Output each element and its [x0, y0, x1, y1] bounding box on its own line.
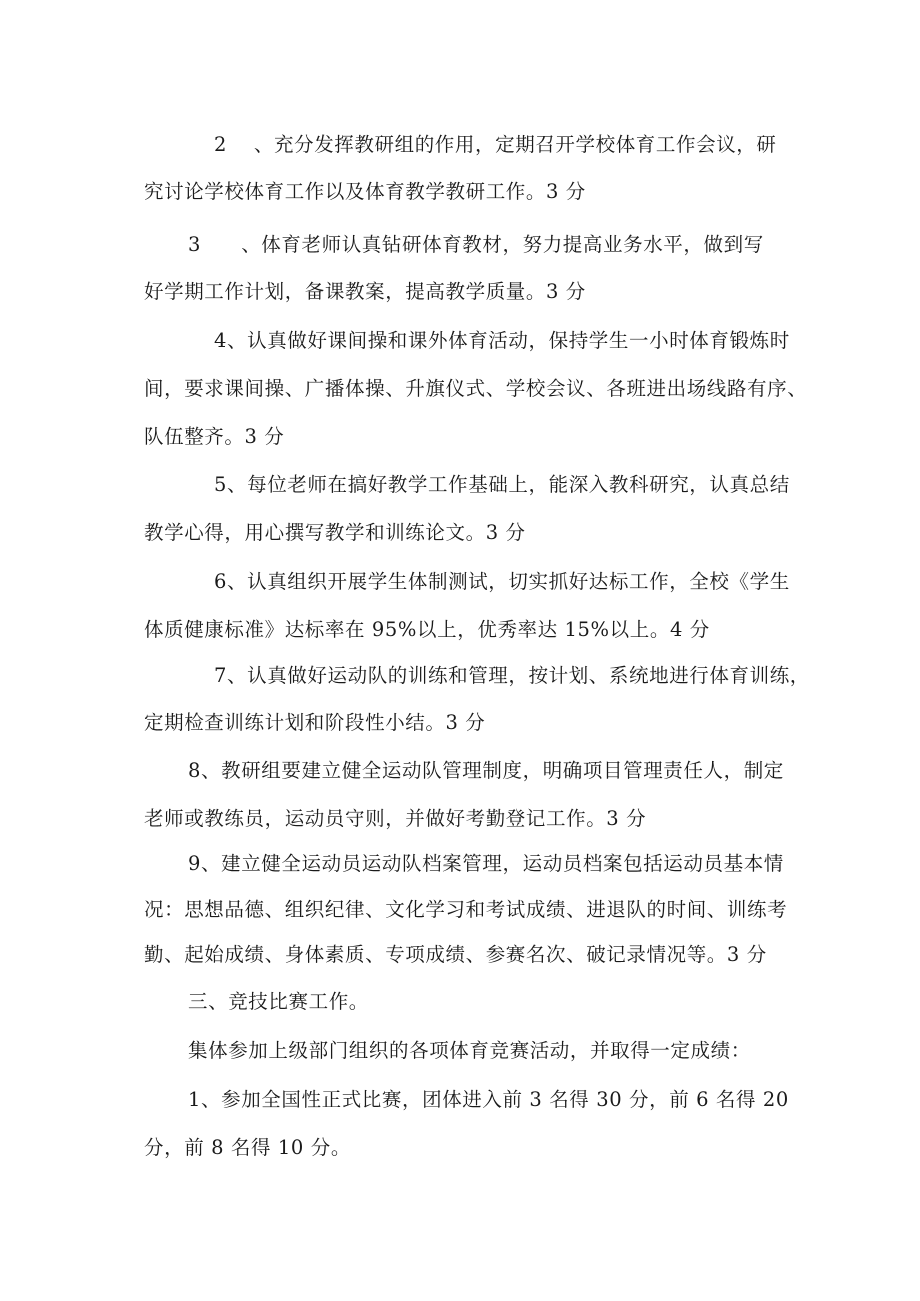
- paragraph-line: 8、教研组要建立健全运动队管理制度，明确项目管理责任人，制定: [188, 759, 784, 782]
- paragraph-line: 5、每位老师在搞好教学工作基础上，能深入教科研究，认真总结: [214, 473, 790, 496]
- paragraph-line: 3 、体育老师认真钻研体育教材，努力提高业务水平，做到写: [188, 233, 764, 256]
- paragraph-line: 老师或教练员，运动员守则，并做好考勤登记工作。3 分: [144, 807, 647, 830]
- paragraph-line: 1、参加全国性正式比赛，团体进入前 3 名得 30 分，前 6 名得 20: [188, 1088, 789, 1111]
- paragraph-line: 间，要求课间操、广播体操、升旗仪式、学校会议、各班进出场线路有序、: [144, 377, 808, 400]
- paragraph-line: 定期检查训练计划和阶段性小结。3 分: [144, 711, 486, 734]
- paragraph-line: 教学心得，用心撰写教学和训练论文。3 分: [144, 521, 526, 544]
- paragraph-line: 9、建立健全运动员运动队档案管理，运动员档案包括运动员基本情: [188, 852, 784, 875]
- paragraph-line: 集体参加上级部门组织的各项体育竞赛活动，并取得一定成绩：: [188, 1039, 751, 1062]
- paragraph-line: 分，前 8 名得 10 分。: [144, 1136, 351, 1159]
- paragraph-line: 7、认真做好运动队的训练和管理，按计划、系统地进行体育训练，: [214, 664, 810, 687]
- paragraph-line: 好学期工作计划，备课教案，提高教学质量。3 分: [144, 280, 586, 303]
- paragraph-line: 队伍整齐。3 分: [144, 425, 285, 448]
- section-heading: 三、竞技比赛工作。: [188, 990, 369, 1013]
- paragraph-line: 6、认真组织开展学生体制测试，切实抓好达标工作，全校《学生: [214, 570, 790, 593]
- paragraph-line: 勤、起始成绩、身体素质、专项成绩、参赛名次、破记录情况等。3 分: [144, 943, 767, 966]
- paragraph-line: 究讨论学校体育工作以及体育教学教研工作。3 分: [144, 180, 586, 203]
- paragraph-line: 体质健康标准》达标率在 95%以上，优秀率达 15%以上。4 分: [144, 618, 710, 641]
- paragraph-line: 4、认真做好课间操和课外体育活动，保持学生一小时体育锻炼时: [214, 329, 790, 352]
- paragraph-line: 况：思想品德、组织纪律、文化学习和考试成绩、进退队的时间、训练考: [144, 898, 788, 921]
- paragraph-line: 2 、充分发挥教研组的作用，定期召开学校体育工作会议，研: [214, 133, 777, 156]
